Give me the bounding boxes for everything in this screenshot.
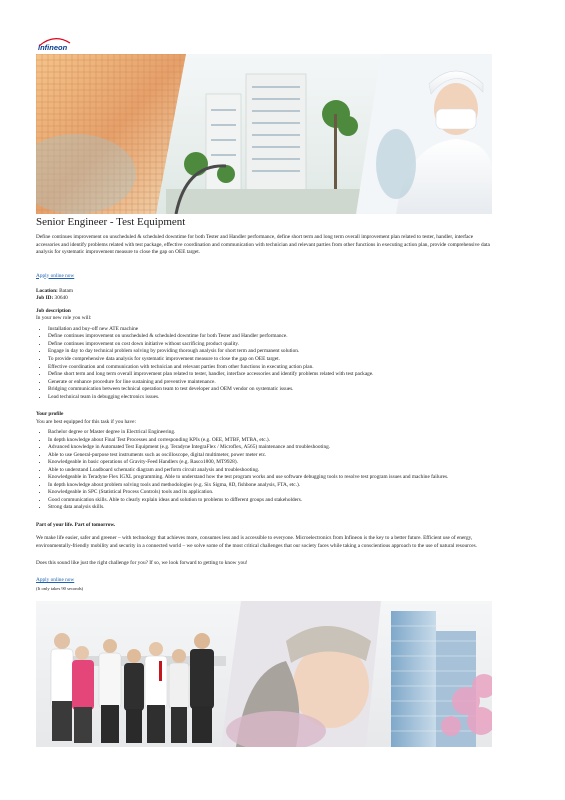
list-item: • Advanced knowledge in Automated Test Equipment (e.g. Teradyne IntegraFlex / Microflex, A565) maintenance and troubleshooting. <box>48 444 496 452</box>
list-item: • To provide comprehensive data analysis for systematic improvement measure to close the gap on OEE target. <box>48 356 496 364</box>
list-item: • Define short term and long term overall improvement plan related to tester, handler, interface accessories and identify problems related with test package. <box>48 371 496 379</box>
list-item: • Knowledgeable in SPC (Statistical Process Controls) tools and its application. <box>48 489 496 497</box>
list-item: • Installation and buy-off new ATE machine <box>48 326 496 334</box>
job-intro: Define continues improvement on unscheduled & scheduled downtime for both Tester and Handler performance, define short term and long term overall improvement plan related to tester, handler, interface accessories and identify problems related with test package, effective coordination and communication with technician and relevant parties from other functions in executing action plan, provide comprehensive data analysis for systematic improvement measure to close the gap on OEE target. <box>36 234 490 256</box>
list-item: • Define continues improvement on cost down initiative without sacrificing product quality. <box>48 341 496 349</box>
job-posting <box>36 216 496 592</box>
apply-duration-note: (It only takes 90 seconds) <box>36 585 84 591</box>
job-description-list <box>36 326 496 401</box>
job-id-value: 30640 <box>54 295 68 302</box>
list-item: • Engage in day to day technical problem solving by providing thorough analysis for short term and permanent solution. <box>48 348 496 356</box>
infineon-logo <box>36 36 72 52</box>
profile-lead: You are best equipped for this task if you have: <box>36 418 136 425</box>
list-item: • Define continues improvement on unscheduled & scheduled downtime for both Tester and Handler performance. <box>48 333 496 341</box>
list-item: • Generate or enhance procedure for line sustaining and preventive maintenance. <box>48 379 496 387</box>
list-item: • Able to use General-purpose test instruments such as oscilloscope, digital multimeter, power meter etc. <box>48 452 496 460</box>
profile-list <box>36 429 496 512</box>
footer-banner-image <box>36 601 492 747</box>
job-title: Senior Engineer - Test Equipment <box>36 216 186 228</box>
svg-text:infineon: infineon <box>38 43 68 52</box>
list-item: • Knowledgeable in Teradyne Flex IGXL programming. Able to understand how the test program works and use software debugging tools to resolve test program issues and machine failures. <box>48 474 496 482</box>
list-item: • In depth knowledge about problem solving tools and methodologies (e.g. Six Sigma, 8D, fishbone analysis, FTA, etc.). <box>48 482 496 490</box>
list-item: • Strong data analysis skills. <box>48 504 496 512</box>
apply-online-link-bottom[interactable]: Apply online now <box>36 576 75 583</box>
list-item: • Bachelor degree or Master degree in Electrical Engineering. <box>48 429 496 437</box>
list-item: • Lead technical team in debugging electronics issues. <box>48 394 496 402</box>
list-item: • Able to understand Loadboard schematic diagram and perform circuit analysis and troubleshooting. <box>48 467 496 475</box>
list-item: • Effective coordination and communication with technician and relevant parties from other functions in executing action plan. <box>48 364 496 372</box>
header-banner-image <box>36 54 492 214</box>
job-id-row <box>36 295 496 303</box>
profile-heading: Your profile <box>36 411 64 418</box>
location-row <box>36 288 496 296</box>
list-item: • Good communication skills. Able to clearly explain ideas and solution to problems to different groups and stakeholders. <box>48 497 496 505</box>
list-item: • Bridging communication between technical operation team to test developer and OEM vendor on systematic issues. <box>48 386 496 394</box>
job-meta <box>36 288 496 303</box>
closing-text: Does this sound like just the right challenge for you? If so, we look forward to getting to know you! <box>36 560 248 567</box>
job-description-heading: Job description <box>36 307 71 314</box>
location-label: Location: <box>36 287 58 294</box>
tomorrow-text: We make life easier, safer and greener – with technology that achieves more, consumes less and is accessible to everyone. Microelectronics from Infineon is the key to a better future. Efficient use of energy, environmentally-friendly mobility and security in a connected world – we solve some of the most critical challenges that our society faces while taking a conscientious approach to the use of natural resources. <box>36 535 477 549</box>
list-item: • In depth knowledge about Final Test Processes and corresponding KPIs (e.g. OEE, MTBF, MTBA, etc.). <box>48 437 496 445</box>
tomorrow-heading: Part of your life. Part of tomorrow. <box>36 521 116 528</box>
apply-online-link[interactable]: Apply online now <box>36 272 75 279</box>
list-item: • Knowledgeable in basic operations of Gravity-Feed Handlers (e.g. Rasco1800, MT9928). <box>48 459 496 467</box>
job-description-lead: In your new role you will: <box>36 315 92 322</box>
job-id-label: Job ID: <box>36 295 54 302</box>
location-value: Batam <box>59 287 73 294</box>
